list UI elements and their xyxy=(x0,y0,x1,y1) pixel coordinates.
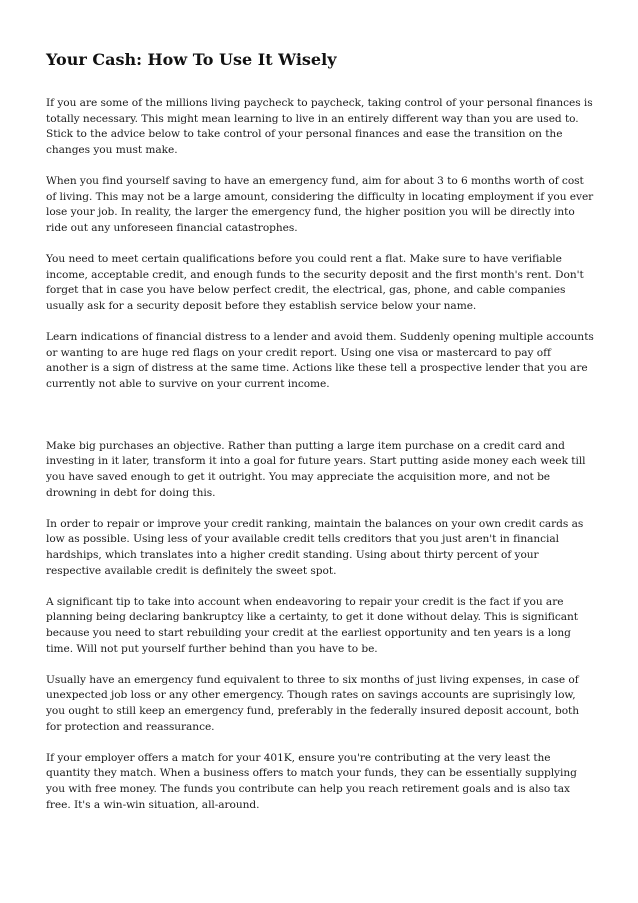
paragraph-9: If your employer offers a match for your 401K, ensure you're contributing at the very least the quantity they match. When a business offers to match your funds, they can be essentially supplying you with free money. The funds you contribute can help you reach retirement goals and is also tax free. It's a win-win situation, all-around. xyxy=(46,751,577,811)
document-page xyxy=(46,50,594,829)
paragraph-7: A significant tip to take into account when endeavoring to repair your credit is the fact if you are planning being declaring bankruptcy like a certainty, to get it done without delay. This is significant because you need to start rebuilding your credit at the earliest opportunity and ten years is a long time. Will not put yourself further behind than you have to be. xyxy=(46,595,579,655)
paragraph-3: You need to meet certain qualifications before you could rent a flat. Make sure to have verifiable income, acceptable credit, and enough funds to the security deposit and the first month's rent. Don't forget that in case you have below perfect credit, the electrical, gas, phone, and cable companies usually ask for a security deposit before they establish service below your name. xyxy=(46,252,584,312)
paragraph-2: When you find yourself saving to have an emergency fund, aim for about 3 to 6 months worth of cost of living. This may not be a large amount, considering the difficulty in locating employment if you ever lose your job. In reality, the larger the emergency fund, the higher position you will be directly into ride out any unforeseen financial catastrophes. xyxy=(46,174,594,234)
paragraph-8: Usually have an emergency fund equivalent to three to six months of just living expenses, in case of unexpected job loss or any other emergency. Though rates on savings accounts are suprisingly low, you ought to still keep an emergency fund, preferably in the federally insured deposit account, both for protection and reassurance. xyxy=(46,673,580,733)
paragraph-1: If you are some of the millions living paycheck to paycheck, taking control of your personal finances is totally necessary. This might mean learning to live in an entirely different way than you are used to. Stick to the advice below to take control of your personal finances and ease the transition on the changes you must make. xyxy=(46,97,593,156)
paragraph-4: Learn indications of financial distress to a lender and avoid them. Suddenly opening multiple accounts or wanting to are huge red flags on your credit report. Using one visa or mastercard to pay off another is a sign of distress at the same time. Actions like these tell a prospective lender that you are currently not able to survive on your current income. xyxy=(46,330,594,390)
document-title: Your Cash: How To Use It Wisely xyxy=(46,50,337,69)
section-gap xyxy=(46,408,594,439)
paragraph-6: In order to repair or improve your credit ranking, maintain the balances on your own credit cards as low as possible. Using less of your available credit tells creditors that you just aren't in financial hardships, which translates into a higher credit standing. Using about thirty percent of your respective available credit is definitely the sweet spot. xyxy=(46,517,584,577)
paragraph-5: Make big purchases an objective. Rather than putting a large item purchase on a credit card and investing in it later, transform it into a goal for future years. Start putting aside money each week till you have saved enough to get it outright. You may appreciate the acquisition more, and not be drowning in debt for doing this. xyxy=(46,439,586,499)
